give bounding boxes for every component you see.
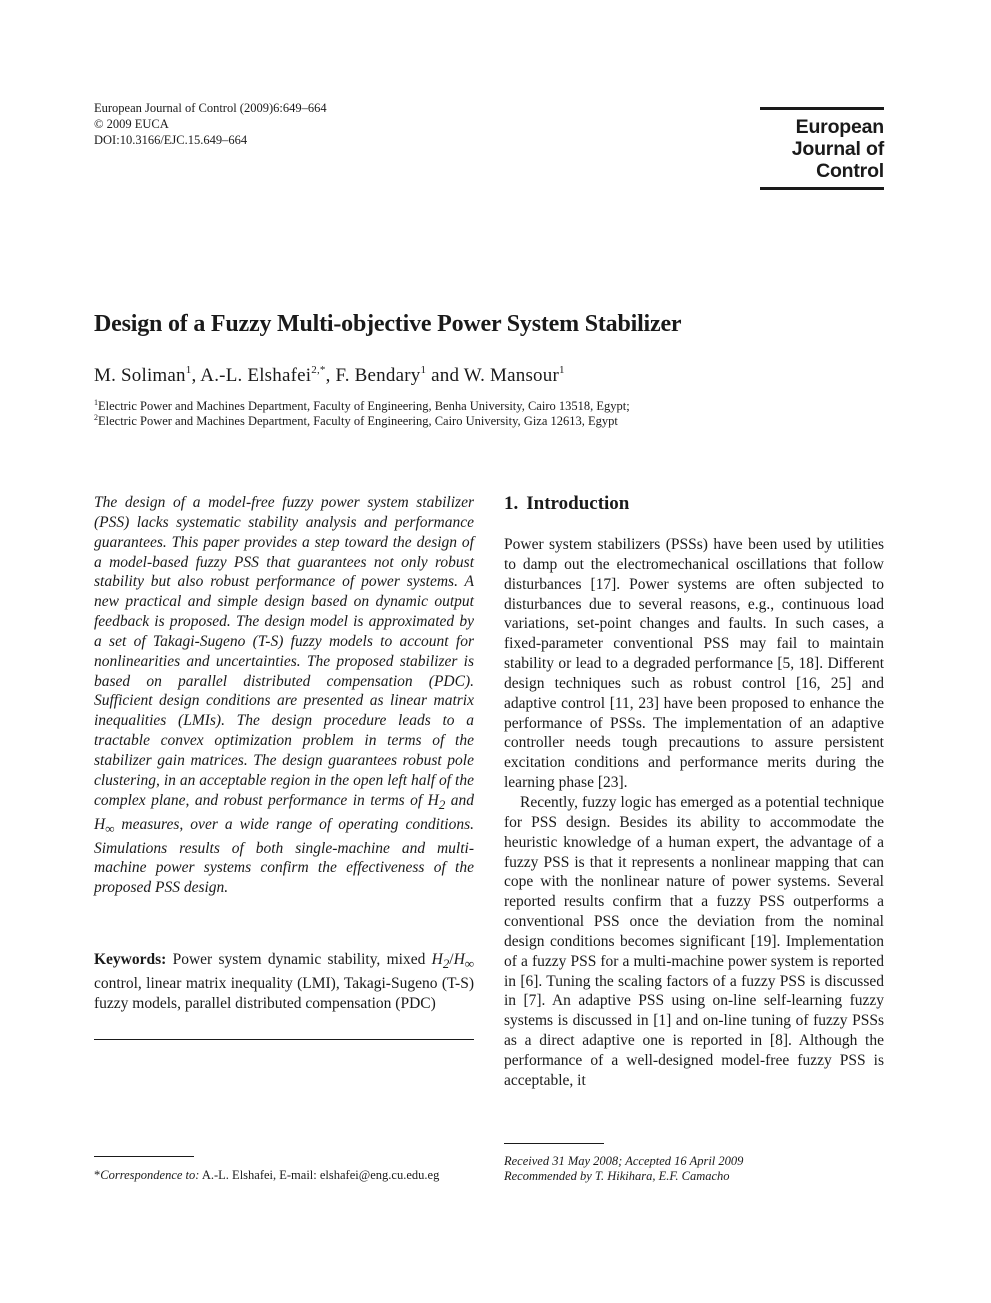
logo-line-1: European xyxy=(795,116,884,138)
author-affiliation-mark: 1 xyxy=(420,364,427,376)
logo-line-2: Journal of xyxy=(791,138,884,160)
introduction-body xyxy=(504,535,884,1091)
logo-line-3: Control xyxy=(816,160,884,182)
abstract-text: and xyxy=(445,791,474,809)
abstract-divider xyxy=(94,1039,474,1040)
journal-citation: European Journal of Control (2009)6:649–664 xyxy=(94,101,327,115)
footnote-label: Correspondence to: xyxy=(100,1168,200,1182)
affiliation-mark: 2 xyxy=(94,413,98,422)
section-number: 1. xyxy=(504,493,519,514)
author-name: W. Mansour xyxy=(463,365,559,386)
abstract xyxy=(94,493,474,898)
author-list xyxy=(94,365,565,387)
logo-bottom-rule xyxy=(760,187,884,190)
author-separator: , xyxy=(325,365,336,386)
recommended-by: Recommended by T. Hikihara, E.F. Camacho xyxy=(504,1169,730,1183)
affiliation-text: Electric Power and Machines Department, Faculty of Engineering, Benha University, Cairo 13518, Egypt; xyxy=(98,399,630,413)
author-affiliation-mark: 1 xyxy=(185,364,192,376)
math-hinf: $H_\infty$ xyxy=(453,951,474,972)
keywords-text: control, linear matrix inequality (LMI), Takagi-Sugeno (T-S) fuzzy models, parallel distributed compensation (PDC) xyxy=(94,974,474,1012)
affiliation xyxy=(94,414,630,429)
author-name: M. Soliman xyxy=(94,365,186,386)
logo-text xyxy=(760,110,884,187)
author-affiliation-mark: 2,* xyxy=(311,364,326,376)
journal-logo xyxy=(760,107,884,190)
affiliations xyxy=(94,399,630,429)
paper-title: Design of a Fuzzy Multi-objective Power System Stabilizer xyxy=(94,311,682,337)
section-title: Introduction xyxy=(526,493,630,514)
author-name: A.-L. Elshafei xyxy=(200,365,312,386)
footnote-text: A.-L. Elshafei, E-mail: elshafei@eng.cu.edu.eg xyxy=(199,1168,440,1182)
keywords-text: Power system dynamic stability, mixed xyxy=(166,951,432,968)
correspondence-footnote xyxy=(94,1168,439,1183)
abstract-text: measures, over a wide range of operating conditions. Simulations results of both single-machine and multi-machine power systems confirm the effectiveness of the proposed PSS design. xyxy=(94,815,474,897)
author-name: F. Bendary xyxy=(335,365,421,386)
author-affiliation-mark: 1 xyxy=(559,364,565,376)
affiliation-mark: 1 xyxy=(94,398,98,407)
journal-metadata xyxy=(94,100,327,148)
math-h2: $H_2$ xyxy=(431,951,450,972)
received-info xyxy=(504,1154,743,1184)
affiliation-text: Electric Power and Machines Department, Faculty of Engineering, Cairo University, Giza 12613, Egypt xyxy=(98,414,618,428)
doi: DOI:10.3166/EJC.15.649–664 xyxy=(94,133,248,147)
received-dates: Received 31 May 2008; Accepted 16 April 2009 xyxy=(504,1154,744,1168)
keywords: Keywords: Power system dynamic stability, mixed $H_2/H_\infty$ control, linear matrix inequality (LMI), Takagi-Sugeno (T-S) fuzzy models, parallel distributed compensation (PDC) xyxy=(94,951,474,1012)
author-separator: and xyxy=(426,365,464,386)
paragraph: Recently, fuzzy logic has emerged as a potential technique for PSS design. Besides its ability to accommodate the heuristic knowledge of a human expert, the advantage of a fuzzy PSS is that it represents a nonlinear mapping that can cope with the nonlinear nature of power systems. Several reported results confirm that a fuzzy PSS outperforms a conventional PSS once the deviation from the nominal design conditions becomes significant [19]. Implementation of a fuzzy PSS for a multi-machine power system is reported in [6]. Tuning the scaling factors of a fuzzy PSS is discussed in [7]. An adaptive PSS using on-line self-learning fuzzy systems is discussed in [1] and on-line tuning of fuzzy PSSs as a direct adaptive one is reported in [8]. Although the performance of a well-designed model-free fuzzy PSS is acceptable, it xyxy=(504,793,884,1089)
received-rule xyxy=(504,1143,604,1144)
paragraph: Power system stabilizers (PSSs) have been used by utilities to damp out the electromechanical oscillations that follow disturbances [17]. Power systems are often subjected to disturbances due to several reasons, e.g., continuous load variations, set-point changes and faults. In such cases, a fixed-parameter conventional PSS may fail to maintain stability or lead to a degraded performance [5, 18]. Different design techniques such as robust control [16, 25] and adaptive control [11, 23] have been proposed to enhance the performance of PSSs. The implementation of an adaptive controller needs tough precautions to assure persistent excitation conditions and performance merits during the learning phase [23]. xyxy=(504,536,884,792)
section-heading xyxy=(504,493,629,515)
footnote-rule xyxy=(94,1156,194,1157)
copyright: © 2009 EUCA xyxy=(94,117,169,131)
footnote-marker: * xyxy=(94,1168,101,1182)
affiliation xyxy=(94,399,630,414)
keywords-label: Keywords: xyxy=(94,951,167,968)
math-hinf: $H_\infty$ xyxy=(94,815,115,836)
author-separator: , xyxy=(191,365,201,386)
math-h2: $H_2$ xyxy=(427,791,446,812)
abstract-text: The design of a model-free fuzzy power system stabilizer (PSS) lacks systematic stability analysis and performance guarantees. This paper provides a step toward the design of a model-based fuzzy PSS that guarantees not only robust stability but also robust performance of power systems. A new practical and simple design based on dynamic output feedback is proposed. The design model is approximated by a set of Takagi-Sugeno (T-S) fuzzy models to account for nonlinearities and uncertainties. The proposed stabilizer is based on parallel distributed compensation (PDC). Sufficient design conditions are presented as linear matrix inequalities (LMIs). The design procedure leads to a tractable convex optimization problem in terms of the stabilizer gain matrices. The design guarantees robust pole clustering, in an acceptable region in the open left half of the complex plane, and robust performance in terms of xyxy=(94,494,474,809)
